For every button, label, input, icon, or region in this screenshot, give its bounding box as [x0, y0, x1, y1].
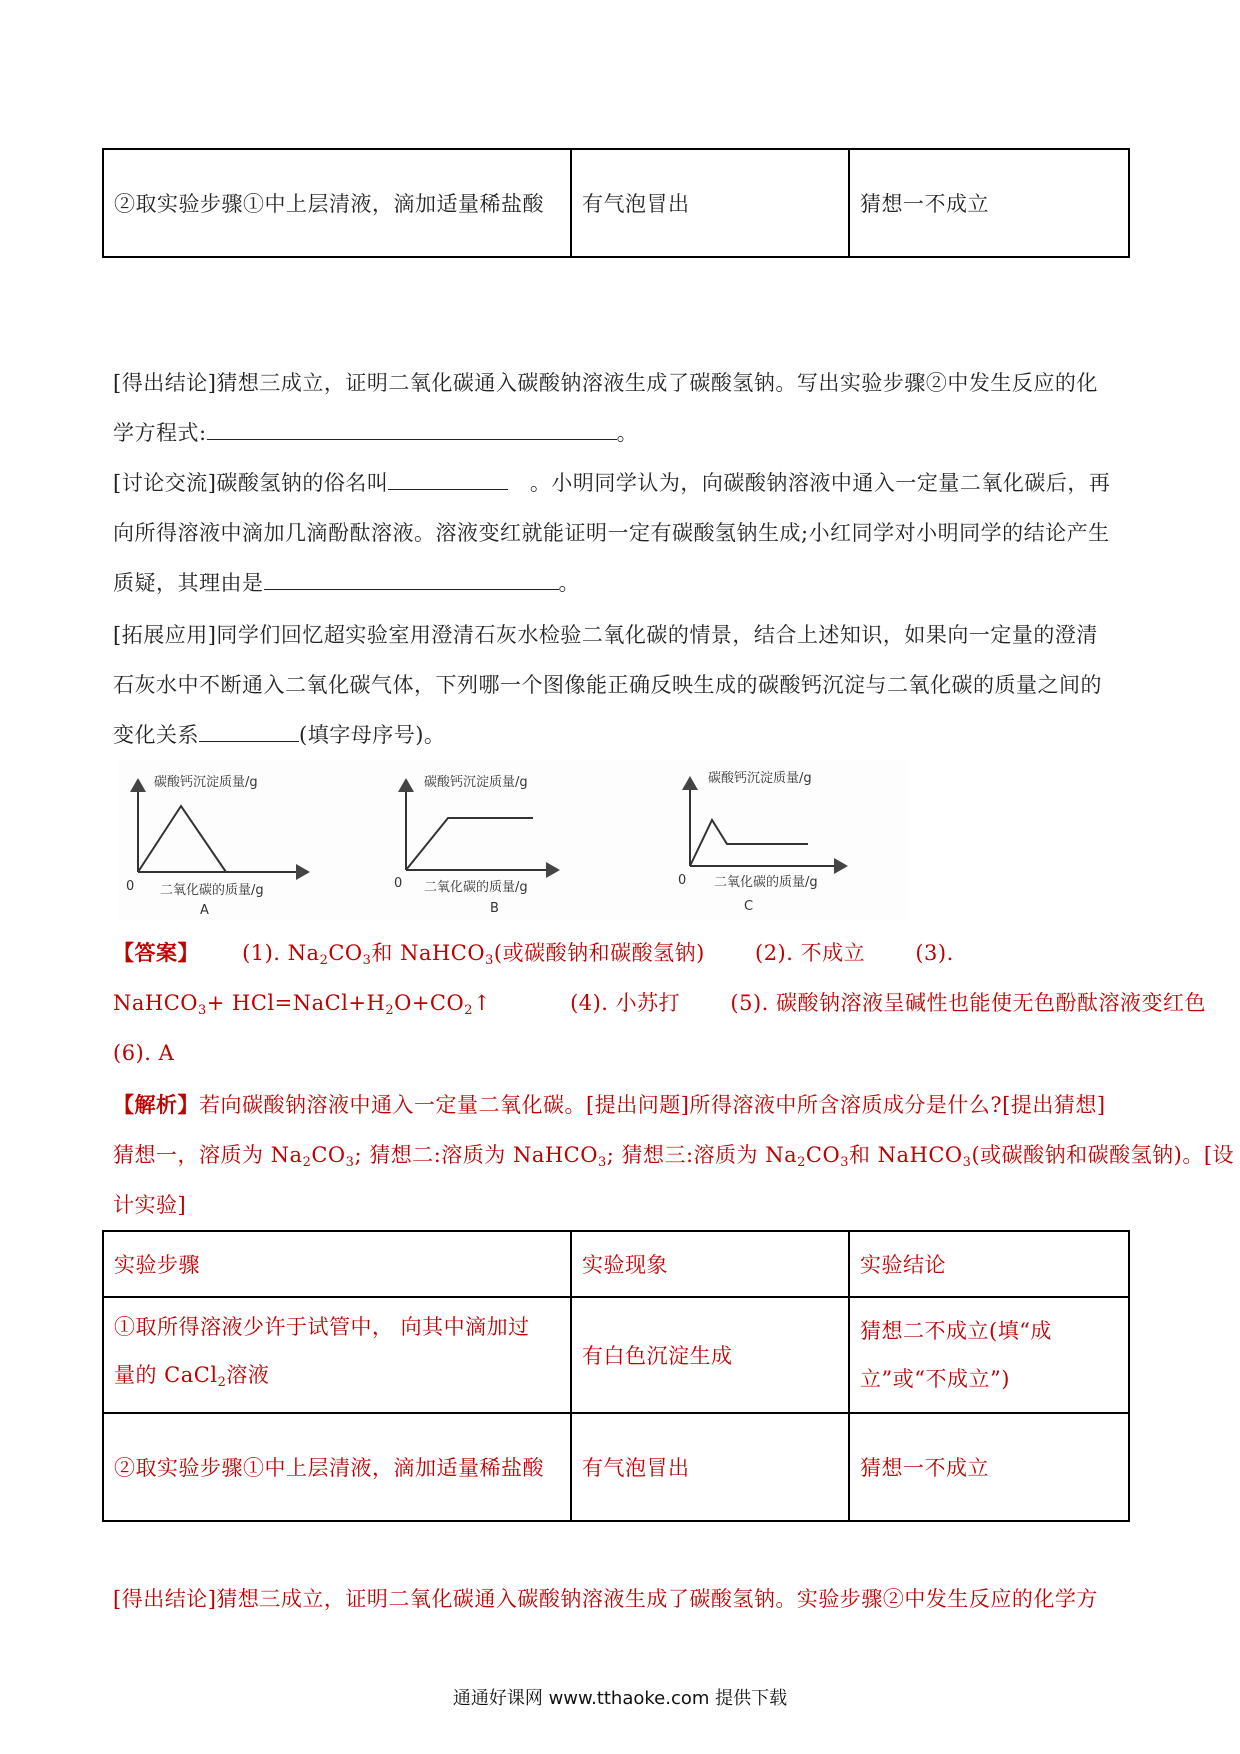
graph-c-letter: C	[744, 899, 754, 914]
graph-c-xlabel: 二氧化碳的质量/g	[714, 875, 818, 890]
graph-a-ylabel: 碳酸钙沉淀质量/g	[154, 775, 258, 790]
conclusion-question: [得出结论]猜想三成立，证明二氧化碳通入碳酸钠溶液生成了碳酸氢钠。写出实验步骤②中发生反应的化	[113, 371, 1098, 395]
extend-question-line2: 石灰水中不断通入二氧化碳气体，下列哪一个图像能正确反映生成的碳酸钙沉淀与二氧化碳的质量之间的	[113, 673, 1102, 697]
top-experiment-table	[102, 148, 1130, 258]
conclusion-question-line2: 学方程式: 。	[113, 408, 1143, 458]
graph-a-origin: 0	[126, 879, 135, 894]
answer-experiment-table	[102, 1230, 1130, 1522]
graph-b-ylabel: 碳酸钙沉淀质量/g	[424, 775, 528, 790]
answer-table-row1-step: ①取所得溶液少许于试管中， 向其中滴加过 量的 CaCl$_2$溶液	[103, 1297, 571, 1413]
top-table-phenomenon: 有气泡冒出	[571, 149, 849, 257]
analysis-line1: 【解析】若向碳酸钠溶液中通入一定量二氧化碳。[提出问题]所得溶液中所含溶质成分是什么?[提出猜想]	[113, 1092, 1106, 1117]
extend-question: [拓展应用]同学们回忆超实验室用澄清石灰水检验二氧化碳的情景，结合上述知识，如果向一定量的澄清	[113, 623, 1098, 647]
graph-a-letter: A	[200, 903, 209, 918]
discuss-question-line2: 向所得溶液中滴加几滴酚酞溶液。溶液变红就能证明一定有碳酸氢钠生成;小红同学对小明同学的结论产生	[113, 521, 1110, 545]
answer-table-row2-step: ②取实验步骤①中上层清液，滴加适量稀盐酸	[103, 1413, 571, 1521]
answer-line2: NaHCO$_3$+ $HCl=NaCl+H_2O+CO_2↑$ (4). 小苏打 (5). 碳酸钠溶液呈碱性也能使无色酚酞溶液变红色	[113, 991, 1207, 1018]
extend-question-line3: 变化关系 (填字母序号)。	[113, 710, 1143, 760]
answer-line3: (6). A	[113, 1041, 175, 1065]
answer-blank-reason[interactable]	[264, 567, 559, 590]
answer-table-row2-conclusion: 猜想一不成立	[849, 1413, 1129, 1521]
graph-c-ylabel: 碳酸钙沉淀质量/g	[708, 771, 812, 786]
answer-blank-common-name[interactable]	[388, 467, 508, 490]
analysis-label: 【解析】	[113, 1092, 199, 1117]
answer-table-header-phenomenon: 实验现象	[571, 1231, 849, 1297]
answer-blank-graph-choice[interactable]	[199, 719, 299, 742]
graph-b-letter: B	[490, 901, 499, 916]
answer-table-row1-phenomenon: 有白色沉淀生成	[571, 1297, 849, 1413]
graph-b-origin: 0	[394, 876, 403, 891]
graph-c-origin: 0	[678, 873, 687, 888]
discuss-question: [讨论交流]碳酸氢钠的俗名叫 。小明同学认为，向碳酸钠溶液中通入一定量二氧化碳后，再	[113, 458, 1143, 508]
top-table-step: ②取实验步骤①中上层清液，滴加适量稀盐酸	[103, 149, 571, 257]
graph-options	[118, 760, 908, 920]
bottom-conclusion-line: [得出结论]猜想三成立，证明二氧化碳通入碳酸钠溶液生成了碳酸氢钠。实验步骤②中发生反应的化学方	[113, 1587, 1098, 1611]
answer-table-header-step: 实验步骤	[103, 1231, 571, 1297]
graph-a-xlabel: 二氧化碳的质量/g	[160, 883, 264, 898]
answer-label: 【答案】	[113, 940, 199, 965]
top-table-conclusion: 猜想一不成立	[849, 149, 1129, 257]
discuss-question-line3: 质疑，其理由是 。	[113, 558, 1143, 608]
answer-table-row1-conclusion: 猜想二不成立(填“成 立”或“不成立”)	[849, 1297, 1129, 1413]
analysis-line3: 计实验]	[113, 1193, 187, 1217]
answer-line1: 【答案】 (1). $Na_2CO_3$和 NaHCO$_3$(或碳酸钠和碳酸氢钠) (2). 不成立 (3).	[113, 940, 954, 968]
analysis-line2: 猜想一，溶质为 $Na_2CO_3$; 猜想二:溶质为 NaHCO$_3$; 猜想三:溶质为 $Na_2CO_3$和 NaHCO$_3$(或碳酸钠和碳酸氢钠)。[设	[113, 1143, 1235, 1170]
page-footer: 通通好课网 www.tthaoke.com 提供下载	[452, 1688, 788, 1709]
answer-table-row2-phenomenon: 有气泡冒出	[571, 1413, 849, 1521]
graph-b-xlabel: 二氧化碳的质量/g	[424, 880, 528, 895]
answer-blank-equation[interactable]	[207, 417, 617, 440]
answer-table-header-conclusion: 实验结论	[849, 1231, 1129, 1297]
